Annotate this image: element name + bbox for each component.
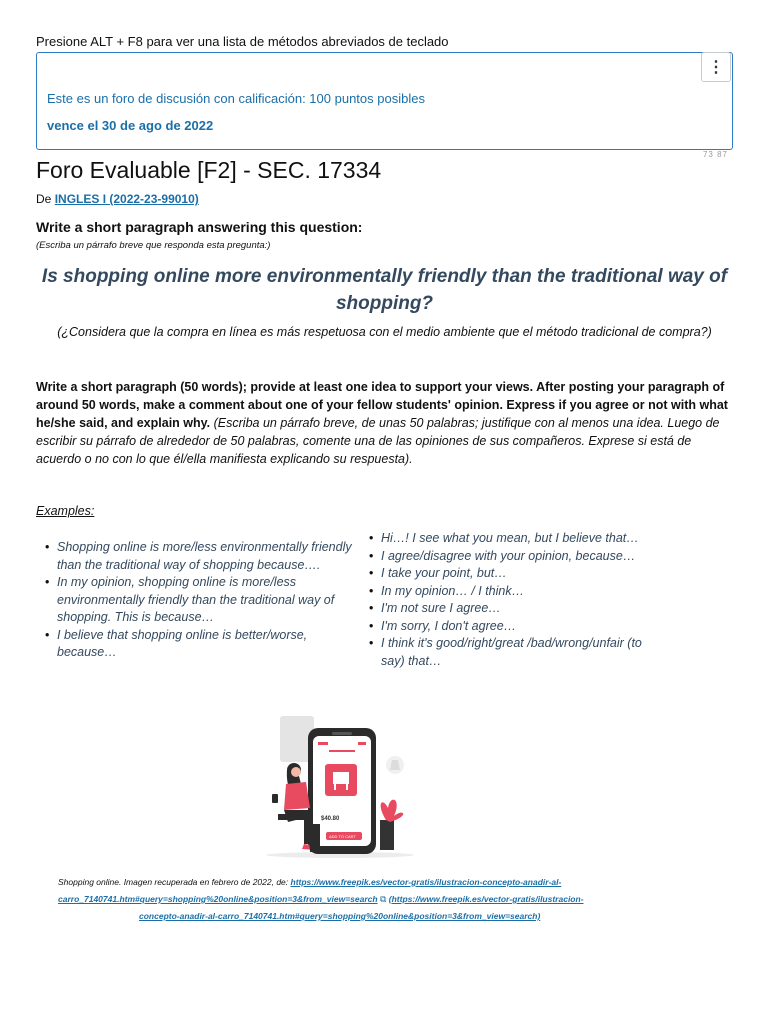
freepik-link[interactable]: https://www.freepik.es/vector-gratis/ilustracion-concepto-anadir-al-carro_7140741.htm#query=shopping%20online&position=3&from_view=search (58, 877, 562, 904)
instructions-heading: Write a short paragraph answering this question: (36, 219, 363, 235)
counter: 73 87 (702, 150, 728, 159)
keyboard-hint: Presione ALT + F8 para ver una lista de métodos abreviados de teclado (36, 34, 449, 49)
instructions-subheading: (Escriba un párrafo breve que responda esta pregunta:) (36, 240, 271, 251)
examples-left-list (40, 539, 360, 662)
kebab-icon: ⋮ (708, 59, 724, 76)
add-to-cart-label: ADD TO CART (329, 834, 356, 839)
due-date: vence el 30 de ago de 2022 (47, 118, 214, 133)
examples-right-list (364, 530, 664, 670)
price-label: $40.80 (321, 816, 340, 822)
question-es: (¿Considera que la compra en línea es más respetuosa con el medio ambiente que el método tradicional de compra?) (57, 325, 712, 339)
list-item: • I believe that shopping online is better/worse, because… (40, 627, 360, 662)
list-item: • In my opinion… / I think… (364, 583, 664, 601)
task-paragraph (36, 378, 736, 468)
grade-info-box (36, 52, 733, 150)
course-link[interactable]: INGLES I (2022-23-99010) (54, 192, 199, 206)
image-caption (58, 874, 638, 925)
external-link-icon: ⧉ (379, 894, 387, 904)
plant-icon (381, 800, 404, 822)
examples-label: Examples: (36, 504, 95, 518)
page-title: Foro Evaluable [F2] - SEC. 17334 (36, 157, 382, 183)
list-item: • In my opinion, shopping online is more/less environmentally friendly than the traditional way of shopping. This is because… (40, 574, 360, 627)
list-item: • Hi…! I see what you mean, but I believe that… (364, 530, 664, 548)
caption-prefix: Shopping online. Imagen recuperada en febrero de 2022, de: (58, 877, 291, 887)
freepik-link-full[interactable]: (https://www.freepik.es/vector-gratis/ilustracion- concepto-anadir-al-carro_7140741.htm#query=shopping%20online&position=3&from_view=search) (139, 894, 584, 921)
points-info: Este es un foro de discusión con calificación: 100 puntos posibles (47, 91, 425, 106)
list-item: • I agree/disagree with your opinion, because… (364, 548, 664, 566)
task-text-es: (Escriba un párrafo breve, de unas 50 palabras; justifique con al menos una idea. Luego de escribir su párrafo de alrededor de 50 palabras, comente una de las opiniones de sus compañeros. Exprese si está de acuerdo o no con lo que él/ella manifiesta explicando su respuesta). (36, 416, 720, 466)
question-en: Is shopping online more environmentally friendly than the traditional way of shopping? (41, 266, 728, 314)
list-item: • I take your point, but… (364, 565, 664, 583)
list-item: • I'm sorry, I don't agree… (364, 618, 664, 636)
byline-prefix: De (36, 192, 55, 206)
shopping-online-illustration (258, 712, 422, 860)
kebab-menu-button[interactable] (701, 52, 731, 82)
list-item: • Shopping online is more/less environmentally friendly than the traditional way of shopping because…. (40, 539, 360, 574)
list-item: • I think it's good/right/great /bad/wrong/unfair (to say) that… (364, 635, 664, 670)
list-item: • I'm not sure I agree… (364, 600, 664, 618)
byline (36, 192, 199, 206)
task-text-en: Write a short paragraph (50 words); provide at least one idea to support your views. After posting your paragraph of around 50 words, make a comment about one of your fellow students' opinion. Express if you agree or not with what he/she said, and explain why. (36, 380, 728, 430)
